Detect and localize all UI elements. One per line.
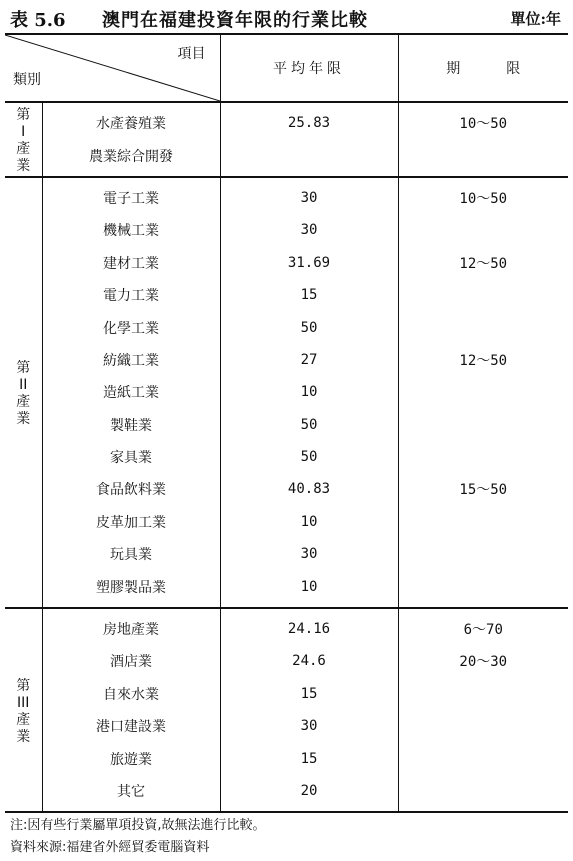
- period-cell: 20～30: [459, 654, 508, 671]
- period-cell: [398, 742, 568, 774]
- industry-cell: 旅遊業: [42, 742, 220, 774]
- period-cell: [398, 376, 568, 408]
- category-cell: [5, 102, 42, 177]
- period-cell: [398, 139, 568, 176]
- average-years-cell: 15: [220, 678, 398, 710]
- period-cell: [398, 570, 568, 607]
- table-body: [5, 34, 568, 812]
- table-row: [5, 376, 568, 408]
- header-period-char-2: 限: [506, 61, 521, 77]
- industry-cell: 酒店業: [42, 645, 220, 677]
- table-row: [5, 775, 568, 812]
- header-item-label: 項目: [177, 46, 206, 62]
- table-row: [5, 409, 568, 441]
- table-row: [5, 608, 568, 645]
- table-row: [5, 441, 568, 473]
- table-row: [5, 247, 568, 279]
- table-row: [5, 710, 568, 742]
- industry-cell: 化學工業: [42, 311, 220, 343]
- table-row: [5, 678, 568, 710]
- average-years-cell: 40.83: [220, 473, 398, 505]
- period-cell: [398, 538, 568, 570]
- industry-cell: 製鞋業: [42, 409, 220, 441]
- table-row: [5, 645, 568, 677]
- industry-cell: 房地產業: [42, 608, 220, 645]
- table-row: [5, 570, 568, 607]
- average-years-cell: 50: [220, 311, 398, 343]
- average-years-cell: 30: [220, 538, 398, 570]
- average-years-cell: 31.69: [220, 247, 398, 279]
- diagonal-header-cell: [5, 34, 220, 102]
- category-cell: [5, 177, 42, 608]
- table-notes: [10, 815, 266, 859]
- period-cell: 6～70: [398, 608, 568, 645]
- average-years-cell: 50: [220, 409, 398, 441]
- unit-label: 單位:年: [510, 10, 561, 28]
- data-source: 資料來源:福建省外經貿委電腦資料: [10, 840, 210, 855]
- industry-cell: 皮革加工業: [42, 506, 220, 538]
- industry-cell: 電子工業: [42, 177, 220, 214]
- industry-cell: 塑膠製品業: [42, 570, 220, 607]
- industry-cell: 建材工業: [42, 247, 220, 279]
- table-row: [5, 214, 568, 246]
- table-row: [5, 506, 568, 538]
- category-label: 第III產業: [16, 678, 31, 746]
- average-years-cell: 50: [220, 441, 398, 473]
- table-row: [5, 742, 568, 774]
- period-cell: [398, 506, 568, 538]
- period-cell: 12～50: [459, 352, 508, 369]
- table-row: [5, 311, 568, 343]
- average-years-cell: [220, 139, 398, 176]
- period-cell: [398, 214, 568, 246]
- average-years-cell: 25.83: [220, 102, 398, 139]
- average-years-cell: 10: [220, 506, 398, 538]
- industry-cell: 自來水業: [42, 678, 220, 710]
- period-cell: [398, 409, 568, 441]
- table-number: 表 5.6: [10, 10, 66, 31]
- category-label: 第II產業: [16, 360, 31, 428]
- industry-cell: 家具業: [42, 441, 220, 473]
- period-cell: [398, 775, 568, 812]
- table-row: [5, 102, 568, 139]
- table-header-row: [5, 34, 568, 102]
- period-cell: 12～50: [459, 255, 508, 272]
- average-years-cell: 30: [220, 710, 398, 742]
- industry-cell: 農業綜合開發: [42, 139, 220, 176]
- average-years-cell: 15: [220, 742, 398, 774]
- table-row: [5, 279, 568, 311]
- header-period-char-1: 期: [446, 61, 461, 77]
- header-period: [398, 34, 568, 102]
- category-cell: [5, 608, 42, 812]
- industry-cell: 食品飲料業: [42, 473, 220, 505]
- average-years-cell: 10: [220, 570, 398, 607]
- period-cell: [398, 441, 568, 473]
- average-years-cell: 27: [220, 344, 398, 376]
- header-average-years: 平均年限: [220, 34, 398, 102]
- period-cell: [398, 678, 568, 710]
- category-label: 第I產業: [16, 107, 31, 175]
- average-years-cell: 10: [220, 376, 398, 408]
- table-row: [5, 538, 568, 570]
- table-row: [5, 139, 568, 176]
- period-cell: 10～50: [459, 116, 508, 133]
- table-row: [5, 473, 568, 505]
- industry-cell: 玩具業: [42, 538, 220, 570]
- average-years-cell: 20: [220, 775, 398, 812]
- table-row: [5, 177, 568, 214]
- average-years-cell: 15: [220, 279, 398, 311]
- header-category-label: 類別: [13, 72, 41, 88]
- average-years-cell: 24.6: [220, 645, 398, 677]
- industry-cell: 水產養殖業: [42, 102, 220, 139]
- industry-cell: 紡織工業: [42, 344, 220, 376]
- period-cell: [398, 311, 568, 343]
- footnote: 注:因有些行業屬單項投資,故無法進行比較。: [10, 818, 266, 833]
- industry-cell: 機械工業: [42, 214, 220, 246]
- average-years-cell: 24.16: [220, 608, 398, 645]
- investment-period-table: [5, 33, 568, 813]
- industry-cell: 其它: [42, 775, 220, 812]
- industry-cell: 造紙工業: [42, 376, 220, 408]
- industry-cell: 港口建設業: [42, 710, 220, 742]
- period-cell: 10～50: [398, 177, 568, 214]
- average-years-cell: 30: [220, 214, 398, 246]
- industry-cell: 電力工業: [42, 279, 220, 311]
- average-years-cell: 30: [220, 177, 398, 214]
- table-title: [10, 6, 563, 30]
- table-caption: 澳門在福建投資年限的行業比較: [102, 10, 368, 31]
- table-row: [5, 344, 568, 376]
- period-cell: 15～50: [459, 482, 508, 499]
- period-cell: [398, 279, 568, 311]
- period-cell: [398, 710, 568, 742]
